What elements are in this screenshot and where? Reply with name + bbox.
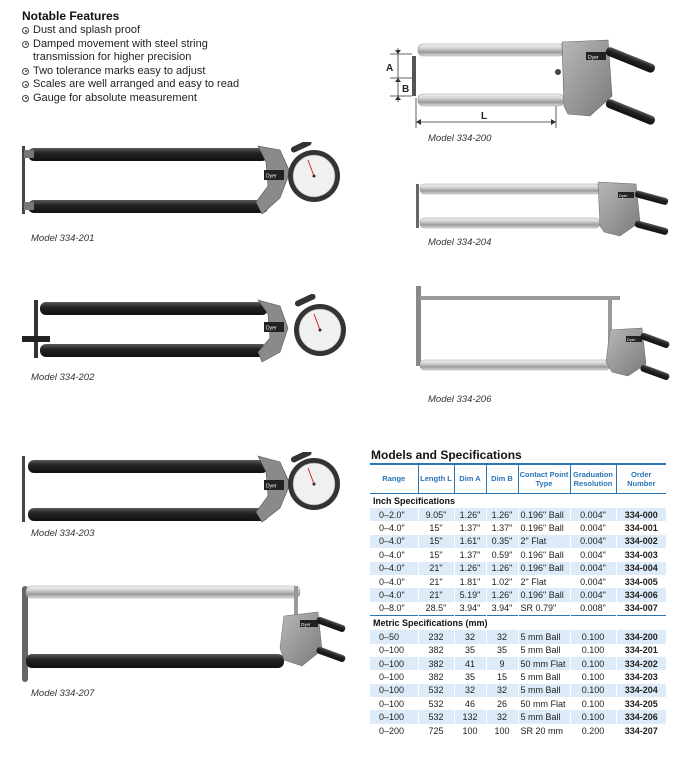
table-cell: 0.008": [570, 602, 616, 616]
bullet-icon: [22, 27, 29, 34]
table-cell: 1.37": [486, 521, 518, 534]
table-cell: 0.100: [570, 670, 616, 683]
dim-l-label: L: [481, 111, 488, 122]
header-order: Order Number: [616, 464, 666, 494]
gauge-334-202-image: [18, 294, 358, 370]
caption-334-204: Model 334-204: [428, 237, 492, 248]
table-cell: 5 mm Ball: [518, 684, 570, 697]
table-row: [370, 670, 666, 683]
section-label: Metric Specifications (mm): [370, 616, 666, 631]
table-cell: 0.59": [486, 548, 518, 561]
brand-logo: Dyer: [266, 325, 277, 332]
table-cell: 50 mm Flat: [518, 657, 570, 670]
table-cell: 0.35": [486, 535, 518, 548]
table-cell: 100: [486, 724, 518, 737]
dim-a-label: A: [386, 63, 394, 74]
table-cell: 334-006: [616, 588, 666, 601]
table-cell: 132: [454, 710, 486, 723]
gauge-334-203-image: [18, 452, 348, 528]
table-cell: 3.94": [486, 602, 518, 616]
table-cell: 15": [418, 548, 454, 561]
header-graduation: Graduation Resolution: [570, 464, 616, 494]
table-row: [370, 684, 666, 697]
table-cell: 334-201: [616, 644, 666, 657]
table-cell: 1.26": [486, 508, 518, 521]
table-cell: 334-204: [616, 684, 666, 697]
table-cell: 1.26": [454, 508, 486, 521]
table-cell: 46: [454, 697, 486, 710]
table-cell: 1.61": [454, 535, 486, 548]
table-cell: 1.37": [454, 521, 486, 534]
table-cell: 0–4.0": [370, 588, 418, 601]
table-cell: 0–100: [370, 644, 418, 657]
table-cell: 15": [418, 521, 454, 534]
table-row: [370, 575, 666, 588]
table-cell: 50 mm Flat: [518, 697, 570, 710]
bullet-icon: [22, 41, 29, 48]
gauge-334-201-image: [18, 142, 348, 222]
table-cell: 334-002: [616, 535, 666, 548]
table-cell: 0.196" Ball: [518, 548, 570, 561]
table-row: [370, 644, 666, 657]
table-cell: 26: [486, 697, 518, 710]
table-cell: 0.004": [570, 535, 616, 548]
table-cell: 334-202: [616, 657, 666, 670]
header-dim-b: Dim B: [486, 464, 518, 494]
table-cell: 2" Flat: [518, 535, 570, 548]
table-row: [370, 697, 666, 710]
table-cell: 334-001: [616, 521, 666, 534]
feature-item: Scales are well arranged and easy to read: [22, 78, 252, 92]
table-row: [370, 588, 666, 601]
table-cell: 334-207: [616, 724, 666, 737]
table-cell: 0.100: [570, 644, 616, 657]
brand-logo: Dyer: [266, 173, 277, 180]
table-cell: 0.200: [570, 724, 616, 737]
brand-logo: Dyer: [627, 337, 636, 342]
table-cell: 334-004: [616, 562, 666, 575]
feature-item: Damped movement with steel string transmission for higher precision: [22, 38, 252, 65]
table-cell: 0–100: [370, 657, 418, 670]
table-cell: 382: [418, 670, 454, 683]
caption-334-201: Model 334-201: [31, 233, 95, 244]
caption-334-207: Model 334-207: [31, 688, 95, 699]
table-section-row: [370, 494, 666, 509]
table-row: [370, 710, 666, 723]
bullet-icon: [22, 81, 29, 88]
header-dim-a: Dim A: [454, 464, 486, 494]
table-cell: 2" Flat: [518, 575, 570, 588]
table-row: [370, 630, 666, 643]
table-cell: 21": [418, 562, 454, 575]
dim-b-label: B: [402, 84, 410, 95]
table-cell: 0–200: [370, 724, 418, 737]
brand-logo: Dyer: [301, 622, 311, 627]
table-cell: 334-206: [616, 710, 666, 723]
table-cell: 9: [486, 657, 518, 670]
table-cell: 0.100: [570, 710, 616, 723]
table-section-row: [370, 616, 666, 631]
table-cell: 5.19": [454, 588, 486, 601]
table-row: [370, 657, 666, 670]
feature-item: Dust and splash proof: [22, 24, 252, 38]
table-cell: 382: [418, 657, 454, 670]
table-cell: 41: [454, 657, 486, 670]
table-cell: 0–100: [370, 670, 418, 683]
table-row: [370, 602, 666, 616]
table-cell: SR 20 mm: [518, 724, 570, 737]
table-cell: 334-007: [616, 602, 666, 616]
brand-logo: Dyer: [619, 193, 628, 198]
table-cell: 1.02": [486, 575, 518, 588]
table-row: [370, 521, 666, 534]
header-range: Range: [370, 464, 418, 494]
table-cell: 0.100: [570, 630, 616, 643]
feature-list: [22, 24, 252, 106]
table-cell: 32: [486, 710, 518, 723]
table-cell: 0–50: [370, 630, 418, 643]
table-cell: 21": [418, 575, 454, 588]
table-cell: 532: [418, 697, 454, 710]
table-cell: 5 mm Ball: [518, 710, 570, 723]
table-cell: 9.05": [418, 508, 454, 521]
table-cell: 0.004": [570, 588, 616, 601]
feature-item: Gauge for absolute measurement: [22, 92, 252, 106]
table-cell: 5 mm Ball: [518, 670, 570, 683]
table-cell: 28.5": [418, 602, 454, 616]
table-cell: 334-205: [616, 697, 666, 710]
table-cell: 0.100: [570, 697, 616, 710]
table-cell: 232: [418, 630, 454, 643]
header-contact: Contact Point Type: [518, 464, 570, 494]
table-cell: 0.100: [570, 657, 616, 670]
table-row: [370, 508, 666, 521]
table-cell: 532: [418, 684, 454, 697]
table-cell: 0–2.0": [370, 508, 418, 521]
table-cell: 334-203: [616, 670, 666, 683]
gauge-334-207-image: [18, 580, 348, 686]
table-row: [370, 562, 666, 575]
table-cell: 3.94": [454, 602, 486, 616]
caption-334-203: Model 334-203: [31, 528, 95, 539]
table-cell: SR 0.79": [518, 602, 570, 616]
table-cell: 0–4.0": [370, 575, 418, 588]
table-cell: 1.81": [454, 575, 486, 588]
table-cell: 334-200: [616, 630, 666, 643]
table-cell: 35: [454, 644, 486, 657]
table-row: [370, 548, 666, 561]
table-cell: 1.26": [454, 562, 486, 575]
feature-item: Two tolerance marks easy to adjust: [22, 65, 252, 79]
table-cell: 0.004": [570, 548, 616, 561]
table-cell: 0.196" Ball: [518, 562, 570, 575]
table-cell: 334-000: [616, 508, 666, 521]
bullet-icon: [22, 95, 29, 102]
table-cell: 0.196" Ball: [518, 588, 570, 601]
gauge-334-200-diagram: [372, 36, 670, 136]
table-cell: 0.004": [570, 575, 616, 588]
table-cell: 382: [418, 644, 454, 657]
lower-bar: [418, 94, 564, 106]
table-cell: 725: [418, 724, 454, 737]
table-cell: 0–4.0": [370, 521, 418, 534]
table-cell: 0.196" Ball: [518, 521, 570, 534]
table-cell: 0.004": [570, 508, 616, 521]
table-cell: 0–100: [370, 710, 418, 723]
table-cell: 334-003: [616, 548, 666, 561]
brand-logo: Dyer: [266, 483, 277, 490]
table-cell: 0.004": [570, 521, 616, 534]
table-cell: 100: [454, 724, 486, 737]
gauge-334-204-image: [414, 180, 670, 238]
table-row: [370, 535, 666, 548]
table-cell: 0–4.0": [370, 535, 418, 548]
table-cell: 0–4.0": [370, 562, 418, 575]
table-cell: 0.100: [570, 684, 616, 697]
table-cell: 32: [486, 684, 518, 697]
section-label: Inch Specifications: [370, 494, 666, 509]
table-cell: 1.26": [486, 562, 518, 575]
header-length: Length L: [418, 464, 454, 494]
table-cell: 32: [486, 630, 518, 643]
table-header-row: [370, 464, 666, 494]
bullet-icon: [22, 68, 29, 75]
table-cell: 32: [454, 684, 486, 697]
caption-334-206: Model 334-206: [428, 394, 492, 405]
caption-334-202: Model 334-202: [31, 372, 95, 383]
caption-334-200: Model 334-200: [428, 133, 492, 144]
features-title: Notable Features: [22, 9, 120, 23]
table-cell: 32: [454, 630, 486, 643]
table-cell: 15": [418, 535, 454, 548]
specs-table: [370, 463, 666, 737]
table-cell: 0–8.0": [370, 602, 418, 616]
brand-logo: Dyer: [588, 55, 599, 61]
table-cell: 21": [418, 588, 454, 601]
specs-table-body: [370, 494, 666, 738]
table-cell: 35: [454, 670, 486, 683]
table-cell: 0–100: [370, 697, 418, 710]
upper-bar: [418, 44, 564, 56]
table-cell: 1.26": [486, 588, 518, 601]
table-cell: 0–100: [370, 684, 418, 697]
table-cell: 334-005: [616, 575, 666, 588]
table-cell: 5 mm Ball: [518, 630, 570, 643]
table-cell: 532: [418, 710, 454, 723]
table-cell: 0.004": [570, 562, 616, 575]
specs-title: Models and Specifications: [371, 448, 522, 462]
table-cell: 35: [486, 644, 518, 657]
table-cell: 0.196" Ball: [518, 508, 570, 521]
table-row: [370, 724, 666, 737]
table-cell: 15: [486, 670, 518, 683]
table-cell: 1.37": [454, 548, 486, 561]
gauge-334-206-image: [414, 284, 670, 390]
table-cell: 0–4.0": [370, 548, 418, 561]
table-cell: 5 mm Ball: [518, 644, 570, 657]
